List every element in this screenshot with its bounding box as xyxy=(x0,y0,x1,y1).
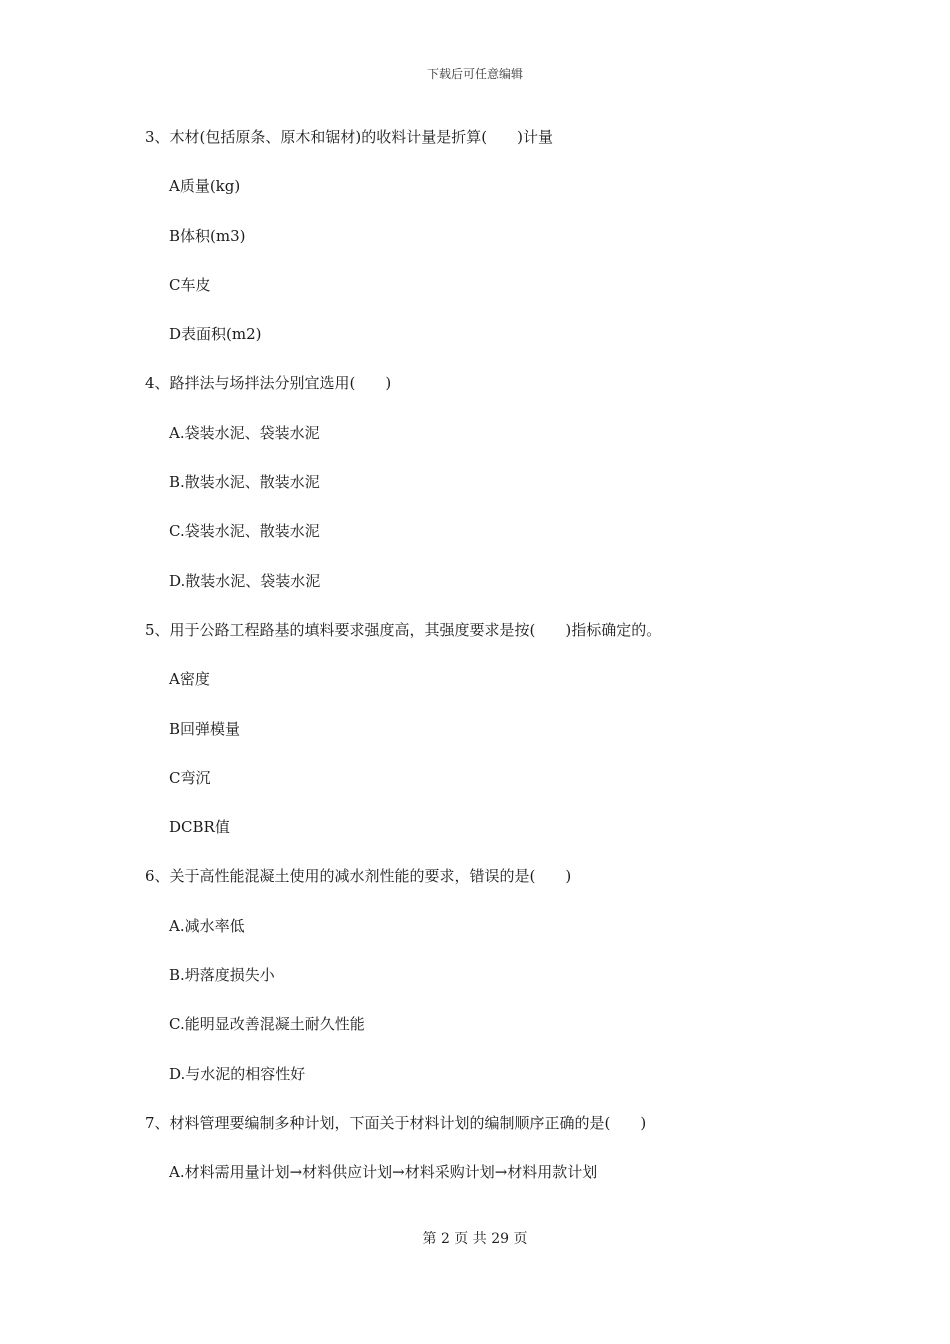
document-body xyxy=(145,126,845,1211)
question-4-stem: 4、路拌法与场拌法分别宜选用( ) xyxy=(145,374,392,393)
question-5-option-d: DCBR值 xyxy=(169,818,230,837)
question-3-stem: 3、木材(包括原条、原木和锯材)的收料计量是折算( )计量 xyxy=(145,128,553,146)
question-6-option-d: D.与水泥的相容性好 xyxy=(169,1064,306,1083)
question-7-stem: 7、材料管理要编制多种计划，下面关于材料计划的编制顺序正确的是( ) xyxy=(145,1113,647,1132)
question-3-option-d: D表面积(m2) xyxy=(169,325,262,344)
question-3-option-a: A质量(kg) xyxy=(169,177,241,196)
question-6-option-c: C.能明显改善混凝土耐久性能 xyxy=(169,1015,365,1034)
question-4-option-c: C.袋装水泥、散装水泥 xyxy=(169,522,320,541)
question-5-stem: 5、用于公路工程路基的填料要求强度高，其强度要求是按( )指标确定的。 xyxy=(145,620,662,639)
page-footer: 第 2 页 共 29 页 xyxy=(422,1231,528,1247)
question-4-option-a: A.袋装水泥、袋装水泥 xyxy=(169,423,320,442)
question-5-option-c: C弯沉 xyxy=(169,768,211,787)
question-3-option-b: B体积(m3) xyxy=(169,226,246,245)
question-6-option-b: B.坍落度损失小 xyxy=(169,966,275,985)
question-7-option-a: A.材料需用量计划→材料供应计划→材料采购计划→材料用款计划 xyxy=(169,1163,598,1182)
question-5-option-b: B回弹模量 xyxy=(169,719,241,738)
question-4-option-b: B.散装水泥、散装水泥 xyxy=(169,473,320,492)
page-header: 下载后可任意编辑 xyxy=(426,67,523,81)
question-4-option-d: D.散装水泥、袋装水泥 xyxy=(169,571,321,590)
question-6-stem: 6、关于高性能混凝土使用的减水剂性能的要求，错误的是( ) xyxy=(145,867,572,886)
question-5-option-a: A密度 xyxy=(169,670,210,689)
question-6-option-a: A.减水率低 xyxy=(169,916,245,935)
question-3-option-c: C车皮 xyxy=(169,275,211,294)
